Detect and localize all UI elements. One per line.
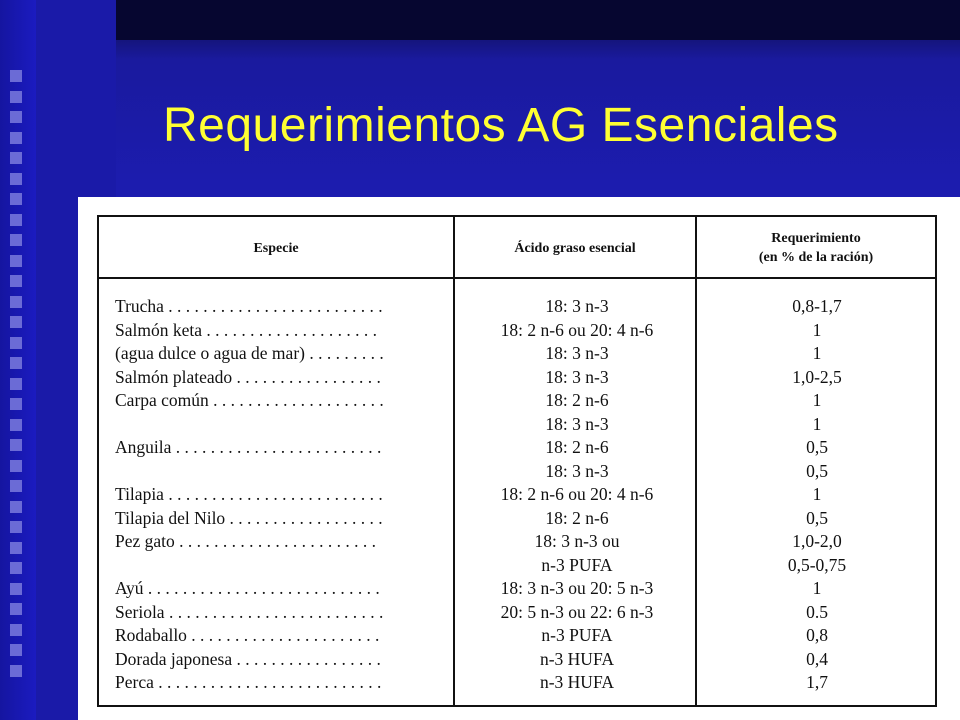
decorative-square [10,316,22,328]
acid-cell: 18: 2 n-6 ou 20: 4 n-6 [500,484,654,504]
species-cell: Trucha . . . . . . . . . . . . . . . . . . . . . . . . . [115,296,383,316]
table-row [99,624,935,647]
decorative-square [10,501,22,513]
requirement-cell: 1 [812,319,822,340]
table-row [99,413,935,436]
requirement-cell: 0,4 [806,648,828,669]
acid-cell: 18: 3 n-3 ou [534,531,620,551]
decorative-square-strip [0,0,36,720]
acid-cell: 18: 2 n-6 [545,507,609,528]
decorative-square [10,624,22,636]
species-cell: Perca . . . . . . . . . . . . . . . . . . . . . . . . . . [115,672,382,692]
decorative-square [10,439,22,451]
table-row [99,483,935,506]
acid-cell: 18: 3 n-3 [545,296,609,316]
requirements-table [97,215,937,707]
requirement-cell: 1 [812,390,822,410]
decorative-square [10,255,22,267]
decorative-square [10,193,22,205]
requirement-cell: 1 [812,343,822,363]
decorative-square [10,419,22,431]
acid-cell: 18: 3 n-3 [545,460,609,481]
species-cell: Rodaballo . . . . . . . . . . . . . . . . . . . . . . [115,625,380,645]
requirement-cell: 1 [812,413,822,434]
decorative-square [10,337,22,349]
header-requirement [697,217,935,279]
table-row [99,460,935,483]
acid-cell: n-3 HUFA [539,648,615,669]
acid-cell: n-3 PUFA [541,554,613,575]
table-row [99,554,935,577]
species-cell: Carpa común . . . . . . . . . . . . . . . . . . . . [115,390,384,410]
table-row [99,436,935,459]
species-cell: Salmón keta . . . . . . . . . . . . . . . . . . . . [115,319,377,340]
requirement-cell: 0,8 [806,625,828,645]
species-cell: Anguila . . . . . . . . . . . . . . . . . . . . . . . . [115,437,382,457]
species-cell: Tilapia . . . . . . . . . . . . . . . . . . . . . . . . . [115,484,383,504]
scanned-table-image [78,197,960,720]
requirement-cell: 0,5 [806,460,828,481]
table-row [99,530,935,553]
table-row [99,366,935,389]
header-acid-label: Ácido graso esencial [514,240,636,256]
acid-cell: n-3 PUFA [541,625,613,645]
table-row [99,648,935,671]
decorative-square [10,542,22,554]
header-requirement-line2: (en % de la ración) [758,250,874,265]
acid-cell: 18: 3 n-3 [545,413,609,434]
decorative-square [10,173,22,185]
decorative-square [10,460,22,472]
requirement-cell: 1 [812,484,822,504]
acid-cell: 18: 3 n-3 ou 20: 5 n-3 [500,578,654,598]
requirement-cell: 0,5 [806,437,828,457]
requirement-cell: 0,5-0,75 [787,554,847,575]
decorative-square [10,70,22,82]
table-row [99,342,935,365]
top-dark-bar [0,0,960,40]
decorative-square [10,521,22,533]
requirement-cell: 0.5 [806,601,828,622]
decorative-square [10,357,22,369]
acid-cell: 18: 2 n-6 ou 20: 4 n-6 [500,319,654,340]
requirement-cell: 1 [812,578,822,598]
requirement-cell: 0,5 [806,507,828,528]
species-cell: Ayú . . . . . . . . . . . . . . . . . . . . . . . . . . . [115,578,380,598]
table-row [99,507,935,530]
table-row [99,577,935,600]
decorative-square [10,234,22,246]
acid-cell: 20: 5 n-3 ou 22: 6 n-3 [500,601,654,622]
table-row [99,601,935,624]
decorative-square [10,152,22,164]
decorative-square [10,480,22,492]
acid-cell: n-3 HUFA [539,672,615,692]
decorative-square [10,214,22,226]
slide-title: Requerimientos AG Esenciales [163,99,839,152]
decorative-square [10,583,22,595]
decorative-square [10,275,22,287]
species-cell: Salmón plateado . . . . . . . . . . . . . . . . . [115,366,381,387]
header-requirement-line1: Requerimiento [771,231,861,246]
species-cell: Seriola . . . . . . . . . . . . . . . . . . . . . . . . . [115,601,384,622]
species-cell: Tilapia del Nilo . . . . . . . . . . . . . . . . . . [115,507,383,528]
requirement-cell: 1,0-2,5 [792,366,842,387]
requirement-cell: 1,0-2,0 [792,531,842,551]
decorative-square [10,111,22,123]
decorative-square [10,132,22,144]
decorative-square [10,665,22,677]
requirement-cell: 0,8-1,7 [792,296,842,316]
decorative-square [10,378,22,390]
table-row [99,319,935,342]
acid-cell: 18: 2 n-6 [545,390,609,410]
species-cell: Dorada japonesa . . . . . . . . . . . . . . . . . [115,648,381,669]
decorative-square [10,644,22,656]
header-acid [455,217,695,279]
decorative-square [10,603,22,615]
table-row [99,295,935,318]
header-species-label: Especie [253,240,299,256]
species-cell: Pez gato . . . . . . . . . . . . . . . . . . . . . . . [115,531,377,551]
decorative-square [10,562,22,574]
decorative-square [10,296,22,308]
header-species [99,217,453,279]
decorative-square [10,91,22,103]
species-cell: (agua dulce o agua de mar) . . . . . . . . . [115,343,384,363]
acid-cell: 18: 3 n-3 [545,366,609,387]
acid-cell: 18: 2 n-6 [545,437,609,457]
decorative-square [10,398,22,410]
table-row [99,389,935,412]
table-row [99,671,935,694]
acid-cell: 18: 3 n-3 [545,343,609,363]
requirement-cell: 1,7 [806,672,828,692]
